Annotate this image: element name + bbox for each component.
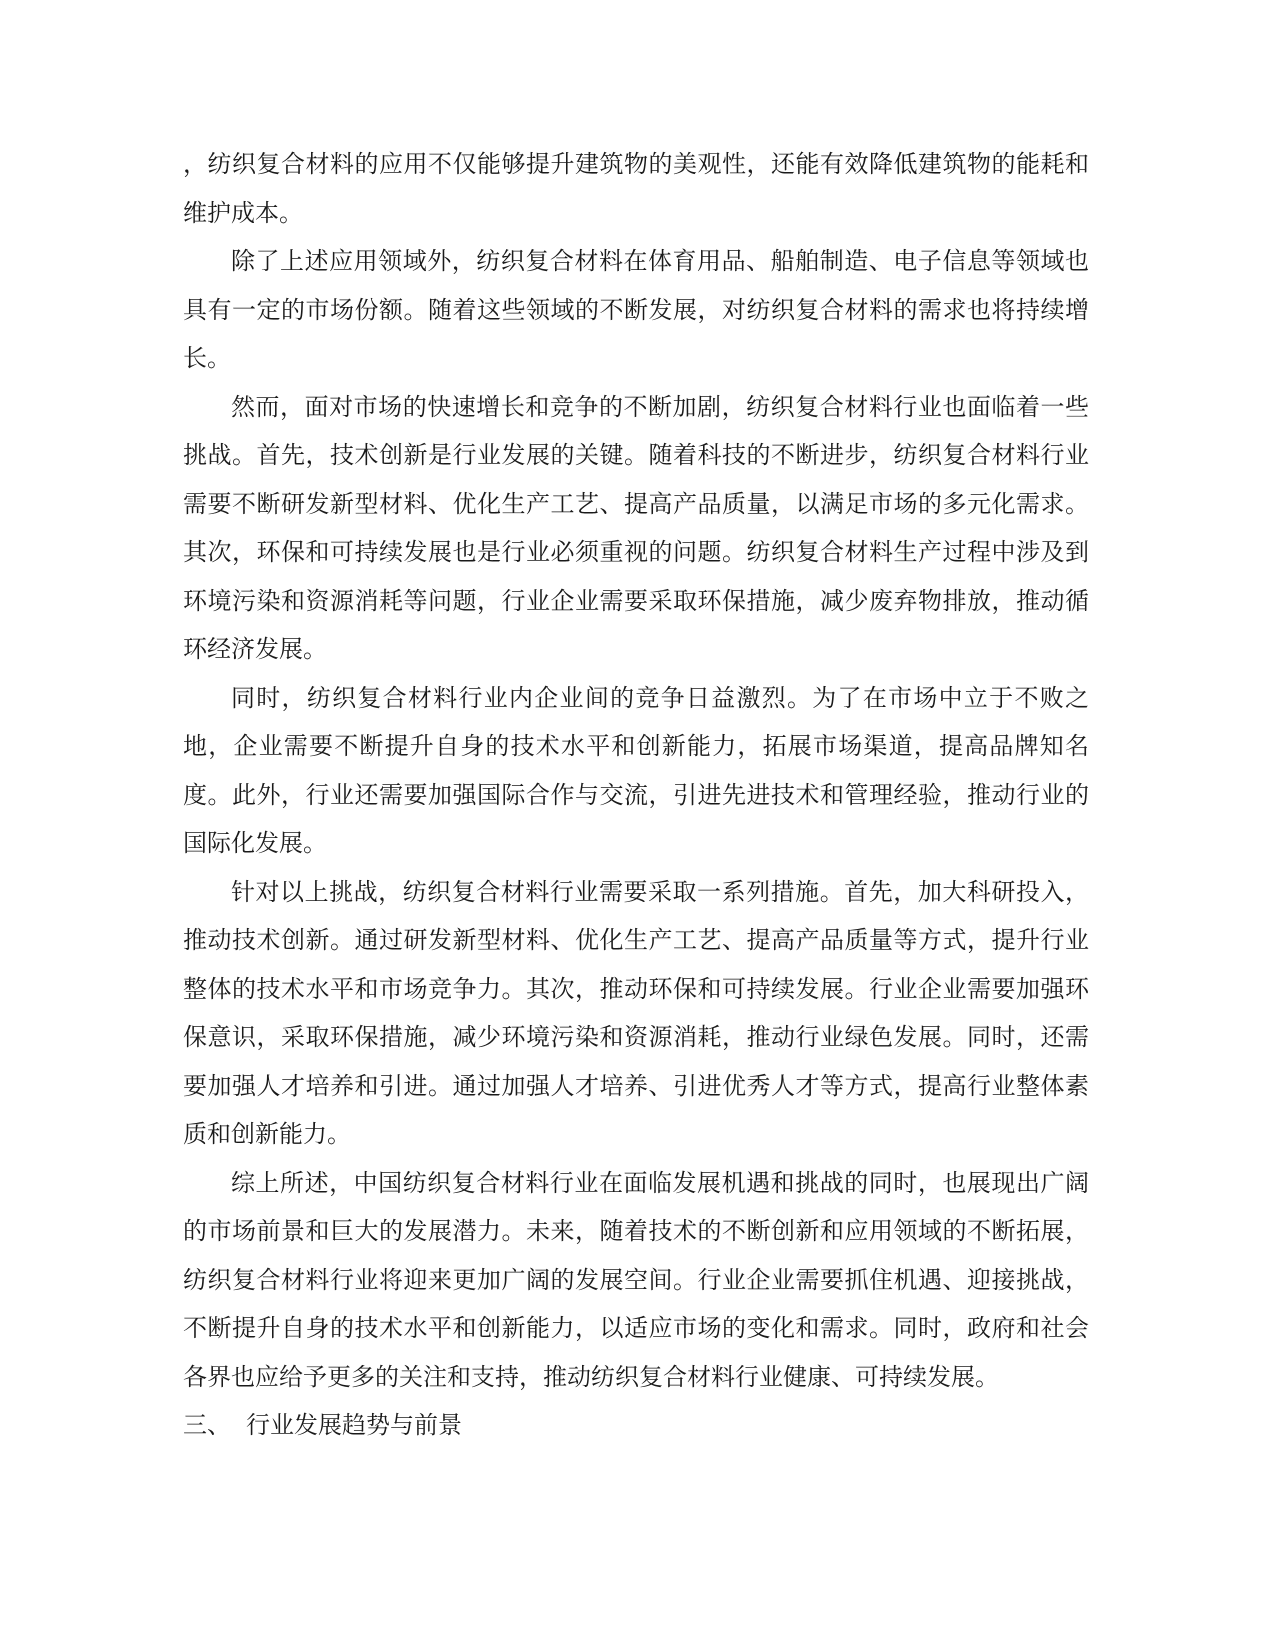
paragraph-industry-challenges: 然而，面对市场的快速增长和竞争的不断加剧，纺织复合材料行业也面临着一些挑战。首先，技术创新是行业发展的关键。随着科技的不断进步，纺织复合材料行业需要不断研发新型材料、优化生产工艺、提高产品质量，以满足市场的多元化需求。其次，环保和可持续发展也是行业必须重视的问题。纺织复合材料生产过程中涉及到环境污染和资源消耗等问题，行业企业需要采取环保措施，减少废弃物排放，推动循环经济发展。 [183, 392, 1089, 663]
paragraph-competition: 同时，纺织复合材料行业内企业间的竞争日益激烈。为了在市场中立于不败之地，企业需要不断提升自身的技术水平和创新能力，拓展市场渠道，提高品牌知名度。此外，行业还需要加强国际合作与交流，引进先进技术和管理经验，推动行业的国际化发展。 [183, 683, 1089, 857]
paragraph-building-applications: ，纺织复合材料的应用不仅能够提升建筑物的美观性，还能有效降低建筑物的能耗和维护成本。 [183, 150, 1089, 227]
paragraph-measures: 针对以上挑战，纺织复合材料行业需要采取一系列措施。首先，加大科研投入，推动技术创新。通过研发新型材料、优化生产工艺、提高产品质量等方式，提升行业整体的技术水平和市场竞争力。其次，推动环保和可持续发展。行业企业需要加强环保意识，采取环保措施，减少环境污染和资源消耗，推动行业绿色发展。同时，还需要加强人才培养和引进。通过加强人才培养、引进优秀人才等方式，提高行业整体素质和创新能力。 [183, 877, 1089, 1148]
section-heading [183, 1401, 1089, 1450]
section-title: 行业发展趋势与前景 [246, 1411, 462, 1439]
section-number: 三、 [183, 1411, 231, 1439]
paragraph-summary: 综上所述，中国纺织复合材料行业在面临发展机遇和挑战的同时，也展现出广阔的市场前景和巨大的发展潜力。未来，随着技术的不断创新和应用领域的不断拓展，纺织复合材料行业将迎来更加广阔的发展空间。行业企业需要抓住机遇、迎接挑战，不断提升自身的技术水平和创新能力，以适应市场的变化和需求。同时，政府和社会各界也应给予更多的关注和支持，推动纺织复合材料行业健康、可持续发展。 [183, 1168, 1089, 1391]
paragraph-other-applications: 除了上述应用领域外，纺织复合材料在体育用品、船舶制造、电子信息等领域也具有一定的市场份额。随着这些领域的不断发展，对纺织复合材料的需求也将持续增长。 [183, 247, 1089, 372]
document-body [183, 140, 1089, 1450]
